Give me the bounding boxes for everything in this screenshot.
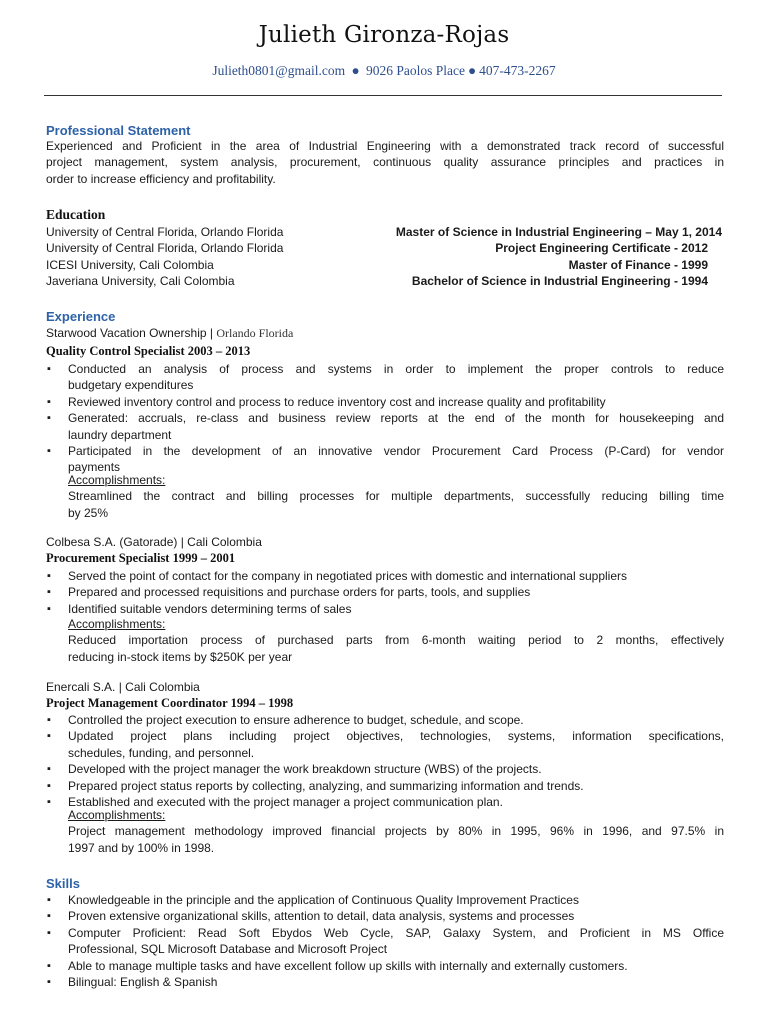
bullet-icon: ▪ bbox=[47, 894, 51, 906]
bullet-line: payments bbox=[68, 460, 121, 475]
list-item bbox=[46, 410, 724, 443]
bullet-line: Served the point of contact for the company in negotiated prices with domestic and international suppliers bbox=[68, 569, 627, 583]
list-item bbox=[46, 728, 724, 761]
employer-name: Enercali S.A. | Cali Colombia bbox=[46, 680, 200, 694]
degree: Bachelor of Science in Industrial Engineering - 1994 bbox=[411, 274, 708, 288]
separator-dot-icon: ● bbox=[351, 63, 360, 78]
list-item bbox=[46, 974, 724, 990]
skills-list bbox=[46, 892, 724, 990]
accomplishment-line: Streamlined the contract and billing processes for multiple departments, successfully reducing billing time bbox=[68, 489, 724, 504]
accomplishments-label: Accomplishments: bbox=[68, 473, 166, 487]
bullet-line: laundry department bbox=[68, 427, 172, 442]
bullet-icon: ▪ bbox=[47, 395, 51, 408]
bullet-icon: ▪ bbox=[47, 586, 51, 599]
education-row bbox=[46, 241, 708, 257]
degree: Project Engineering Certificate - 2012 bbox=[495, 241, 708, 255]
accomplishment-line: by 25% bbox=[68, 505, 109, 520]
skill-line: Computer Proficient: Read Soft Ebydos Web Cycle, SAP, Galaxy System, and Proficient in MS Office bbox=[68, 925, 724, 940]
bullet-line: Prepared and processed requisitions and purchase orders for parts, tools, and supplies bbox=[68, 585, 531, 600]
school: University of Central Florida, Orlando Florida bbox=[46, 225, 284, 239]
job-bullets bbox=[46, 712, 724, 810]
accomplishments bbox=[68, 472, 724, 521]
degree: Master of Science in Industrial Engineering – May 1, 2014 bbox=[395, 225, 722, 239]
header-divider bbox=[44, 95, 722, 96]
bullet-icon: ▪ bbox=[47, 796, 51, 809]
education-row bbox=[46, 274, 708, 290]
bullet-icon: ▪ bbox=[47, 363, 51, 375]
accomplishment-line: 1997 and by 100% in 1998. bbox=[68, 840, 215, 855]
bullet-icon: ▪ bbox=[47, 763, 51, 776]
school: ICESI University, Cali Colombia bbox=[46, 258, 214, 272]
bullet-line: Prepared project status reports by collecting, analyzing, and summarizing information and trends. bbox=[68, 778, 584, 793]
employer-name: Starwood Vacation Ownership | bbox=[46, 326, 217, 340]
degree: Master of Finance - 1999 bbox=[568, 258, 708, 272]
statement-line: order to increase efficiency and profitability. bbox=[46, 171, 276, 186]
bullet-line: Participated in the development of an innovative vendor Procurement Card Process (P-Card) for vendor bbox=[68, 444, 724, 459]
bullet-line: Identified suitable vendors determining terms of sales bbox=[68, 601, 352, 616]
bullet-icon: ▪ bbox=[47, 714, 51, 726]
bullet-icon: ▪ bbox=[47, 926, 51, 939]
bullet-line: Conducted an analysis of process and systems in order to implement the proper controls to reduce bbox=[68, 362, 724, 376]
experience-heading: Experience bbox=[46, 309, 116, 324]
skill-line: Professional, SQL Microsoft Database and Microsoft Project bbox=[68, 942, 388, 957]
accomplishment-line: reducing in-stock items by $250K per year bbox=[68, 649, 293, 664]
job-title: Quality Control Specialist 2003 – 2013 bbox=[46, 344, 251, 358]
list-item bbox=[46, 925, 724, 958]
bullet-icon: ▪ bbox=[47, 779, 51, 792]
skill-line: Proven extensive organizational skills, attention to detail, data analysis, systems and processes bbox=[68, 909, 575, 924]
employer bbox=[46, 326, 293, 341]
statement-line: Experienced and Proficient in the area of Industrial Engineering with a demonstrated track record of successful bbox=[46, 139, 724, 153]
accomplishments bbox=[68, 807, 724, 856]
employer bbox=[46, 535, 262, 549]
bullet-line: Established and executed with the project manager a project communication plan. bbox=[68, 795, 503, 810]
bullet-line: Developed with the project manager the work breakdown structure (WBS) of the projects. bbox=[68, 762, 542, 777]
employer-name: Colbesa S.A. (Gatorade) | Cali Colombia bbox=[46, 535, 262, 549]
list-item bbox=[46, 601, 724, 617]
skills-heading: Skills bbox=[46, 876, 80, 891]
accomplishments bbox=[68, 616, 724, 665]
list-item bbox=[46, 958, 724, 974]
list-item bbox=[46, 361, 724, 394]
accomplishment-line: Reduced importation process of purchased parts from 6-month waiting period to 2 months, effectively bbox=[68, 633, 724, 648]
list-item bbox=[46, 892, 724, 908]
bullet-line: Updated project plans including project objectives, technologies, systems, information specifications, bbox=[68, 729, 724, 744]
education-row bbox=[46, 258, 708, 274]
skill-line: Bilingual: English & Spanish bbox=[68, 975, 218, 990]
bullet-line: Controlled the project execution to ensure adherence to budget, schedule, and scope. bbox=[68, 713, 524, 727]
bullet-icon: ▪ bbox=[47, 570, 51, 582]
bullet-icon: ▪ bbox=[47, 910, 51, 923]
education-row bbox=[46, 225, 722, 241]
job-bullets bbox=[46, 361, 724, 476]
bullet-icon: ▪ bbox=[47, 976, 51, 989]
job-title: Procurement Specialist 1999 – 2001 bbox=[46, 551, 236, 565]
candidate-name: Julieth Gironza-Rojas bbox=[258, 22, 510, 48]
bullet-line: budgetary expenditures bbox=[68, 378, 194, 393]
list-item bbox=[46, 778, 724, 794]
email-link[interactable]: Julieth0801@gmail.com bbox=[212, 63, 346, 78]
phone: 407-473-2267 bbox=[479, 63, 556, 78]
bullet-line: Generated: accruals, re-class and business review reports at the end of the month for housekeeping and bbox=[68, 411, 724, 426]
contact-line bbox=[0, 63, 768, 79]
employer bbox=[46, 680, 200, 694]
job-bullets bbox=[46, 568, 724, 617]
statement-line: project management, system analysis, procurement, continuous quality assurance principles and practices in bbox=[46, 155, 724, 170]
bullet-icon: ▪ bbox=[47, 959, 51, 972]
bullet-line: Reviewed inventory control and process to reduce inventory cost and increase quality and profitability bbox=[68, 394, 606, 409]
employer-location: Orlando Florida bbox=[216, 326, 294, 340]
professional-statement-text bbox=[46, 138, 724, 187]
bullet-icon: ▪ bbox=[47, 602, 51, 615]
skill-line: Knowledgeable in the principle and the application of Continuous Quality Improvement Practices bbox=[68, 893, 579, 907]
school: University of Central Florida, Orlando Florida bbox=[46, 241, 284, 255]
job-title: Project Management Coordinator 1994 – 1998 bbox=[46, 696, 294, 710]
list-item bbox=[46, 761, 724, 777]
school: Javeriana University, Cali Colombia bbox=[46, 274, 235, 288]
bullet-icon: ▪ bbox=[47, 730, 51, 743]
list-item bbox=[46, 568, 724, 584]
bullet-icon: ▪ bbox=[47, 445, 51, 458]
accomplishments-label: Accomplishments: bbox=[68, 617, 166, 631]
professional-statement-heading: Professional Statement bbox=[46, 123, 191, 138]
list-item bbox=[46, 394, 724, 410]
accomplishment-line: Project management methodology improved financial projects by 80% in 1995, 96% in 1996, and 97.5% in bbox=[68, 824, 724, 839]
list-item bbox=[46, 584, 724, 600]
bullet-line: schedules, funding, and personnel. bbox=[68, 745, 255, 760]
list-item bbox=[46, 908, 724, 924]
accomplishments-label: Accomplishments: bbox=[68, 808, 166, 822]
bullet-icon: ▪ bbox=[47, 412, 51, 425]
education-heading: Education bbox=[46, 207, 106, 222]
list-item bbox=[46, 712, 724, 728]
separator-dot-icon: ● bbox=[468, 63, 477, 78]
skill-line: Able to manage multiple tasks and have excellent follow up skills with internally and externally customers. bbox=[68, 958, 628, 973]
address: 9026 Paolos Place bbox=[366, 63, 466, 78]
list-item bbox=[46, 443, 724, 476]
